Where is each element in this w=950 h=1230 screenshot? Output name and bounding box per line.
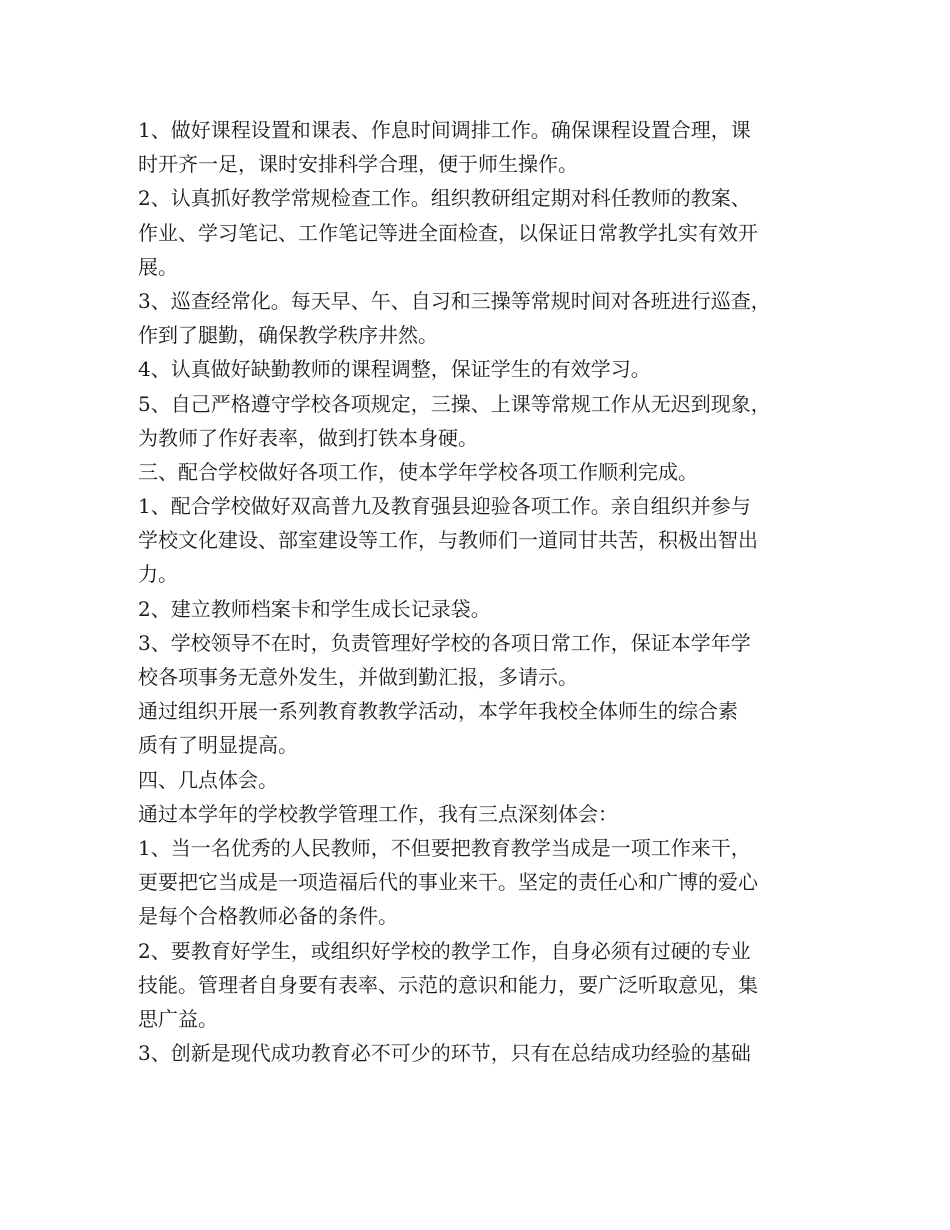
text-line: 校各项事务无意外发生，并做到勤汇报，多请示。: [138, 665, 578, 689]
text-line: 为教师了作好表率，做到打铁本身硬。: [138, 425, 478, 450]
document-body: [138, 113, 838, 1070]
text-line: 4、认真做好缺勤教师的课程调整，保证学生的有效学习。: [138, 357, 651, 382]
text-line: 作业、学习笔记、工作笔记等进全面检查，以保证日常教学扎实有效开: [138, 220, 758, 245]
text-line: 2、认真抓好教学常规检查工作。组织教研组定期对科任教师的教案、: [138, 186, 751, 211]
text-line: 5、自己严格遵守学校各项规定，三操、上课等常规工作从无迟到现象，: [138, 391, 771, 416]
section-heading: 三、配合学校做好各项工作，使本学年学校各项工作顺利完成。: [138, 459, 698, 484]
text-line: 1、当一名优秀的人民教师，不但要把教育教学当成是一项工作来干，: [138, 835, 751, 860]
text-line: 3、巡查经常化。每天早、午、自习和三操等常规时间对各班进行巡查，: [138, 288, 771, 313]
text-line: 通过组织开展一系列教育教教学活动，本学年我校全体师生的综合素: [138, 699, 738, 724]
text-line: 1、配合学校做好双高普九及教育强县迎验各项工作。亲自组织并参与: [138, 494, 751, 519]
section-heading: 四、几点体会。: [138, 767, 278, 792]
text-line: 更要把它当成是一项造福后代的事业来干。坚定的责任心和广博的爱心: [138, 870, 758, 895]
text-line: 力。: [138, 562, 178, 587]
text-line: 思广益。: [138, 1006, 218, 1031]
text-line: 1、做好课程设置和课表、作息时间调排工作。确保课程设置合理，课: [138, 118, 751, 142]
text-line: 时开齐一足，课时安排科学合理，便于师生操作。: [138, 152, 578, 177]
text-line: 作到了腿勤，确保教学秩序井然。: [138, 323, 438, 348]
text-line: 2、建立教师档案卡和学生成长记录袋。: [138, 596, 491, 621]
text-line: 2、要教育好学生，或组织好学校的教学工作，自身必须有过硬的专业: [138, 938, 751, 963]
text-line: 是每个合格教师必备的条件。: [138, 904, 398, 929]
text-line: 质有了明显提高。: [138, 733, 298, 758]
text-line: 技能。管理者自身要有表率、示范的意识和能力，要广泛听取意见，集: [138, 972, 758, 997]
text-line: 展。: [138, 254, 178, 279]
text-line: 通过本学年的学校教学管理工作，我有三点深刻体会：: [138, 801, 618, 826]
text-line: 学校文化建设、部室建设等工作，与教师们一道同甘共苦，积极出智出: [138, 528, 758, 553]
text-line: 3、学校领导不在时，负责管理好学校的各项日常工作，保证本学年学: [138, 630, 751, 655]
text-line: 3、创新是现代成功教育必不可少的环节，只有在总结成功经验的基础: [138, 1041, 751, 1066]
